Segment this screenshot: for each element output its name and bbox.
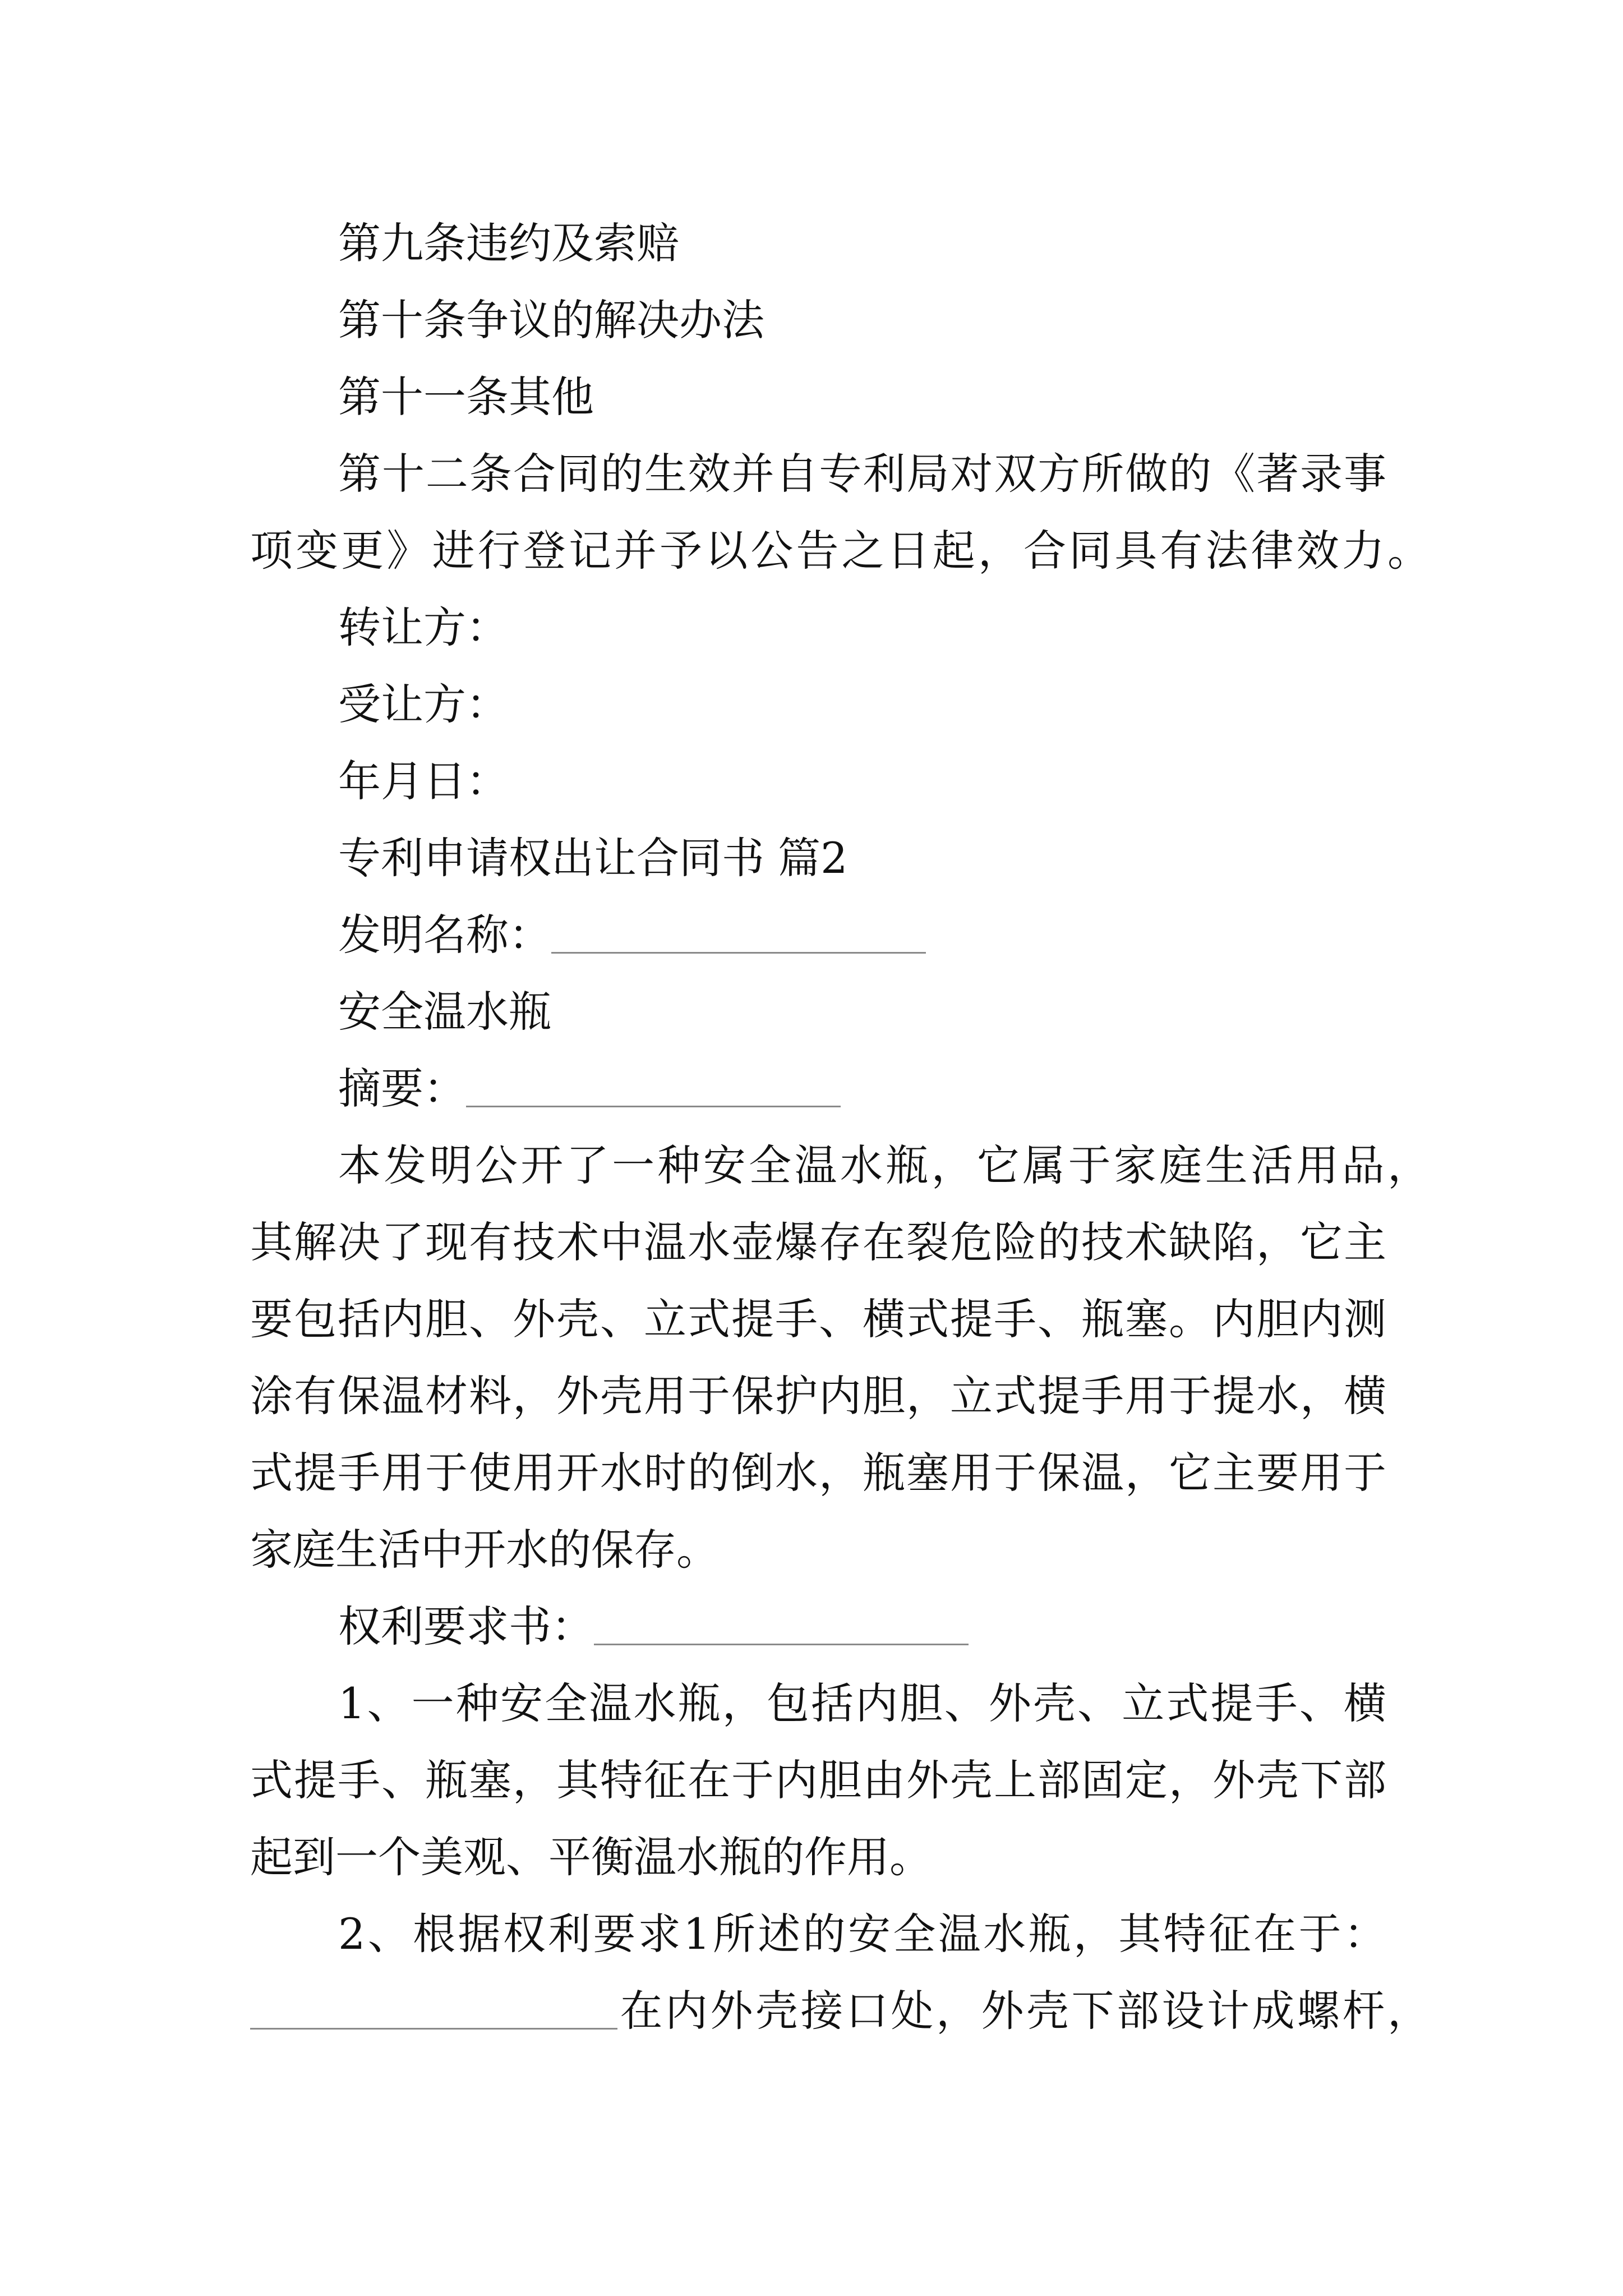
claim-2-line-2 [250, 1972, 1430, 2049]
abstract-line-5: 式提手用于使用开水时的倒水，瓶塞用于保温，它主要用于 [250, 1448, 1386, 1498]
transferor-signature-label: 转让方： [338, 602, 509, 652]
date-signature-label: 年月日： [338, 756, 509, 806]
abstract-line-6: 家庭生活中开水的保存。 [250, 1525, 719, 1575]
abstract-line-2: 其解决了现有技术中温水壶爆存在裂危险的技术缺陷，它主 [250, 1217, 1386, 1267]
invention-name-field [250, 896, 1386, 973]
clause-12-line-2: 项变更》进行登记并予以公告之日起，合同具有法律效力。 [250, 526, 1430, 576]
claim-2-text: 在内外壳接口处，外壳下部设计成螺杆， [617, 1986, 1430, 2036]
claim-2-line-1: 2、根据权利要求1所述的安全温水瓶，其特征在于： [338, 1909, 1386, 1959]
invention-name: 安全温水瓶 [338, 987, 551, 1037]
invention-name-label: 发明名称： [338, 910, 551, 960]
section-title: 专利申请权出让合同书 篇2 [338, 833, 848, 883]
abstract-line-1: 本发明公开了一种安全温水瓶，它属于家庭生活用品， [338, 1140, 1430, 1190]
claims-label: 权利要求书： [338, 1602, 594, 1651]
clause-9-heading: 第九条违约及索赔 [338, 218, 679, 268]
abstract-label: 摘要： [338, 1064, 466, 1114]
abstract-line-3: 要包括内胆、外壳、立式提手、横式提手、瓶塞。内胆内测 [250, 1294, 1386, 1344]
claim-1-line-2: 式提手、瓶塞，其特征在于内胆由外壳上部固定，外壳下部 [250, 1755, 1386, 1805]
claims-field [250, 1588, 1386, 1665]
claim-1-line-1: 1、一种安全温水瓶，包括内胆、外壳、立式提手、横 [338, 1678, 1386, 1728]
abstract-blank [466, 1071, 841, 1107]
transferee-signature-label: 受让方： [338, 679, 509, 729]
claim-1-line-3: 起到一个美观、平衡温水瓶的作用。 [250, 1832, 932, 1882]
abstract-field [250, 1050, 1386, 1127]
claims-blank [594, 1609, 969, 1645]
clause-10-heading: 第十条争议的解决办法 [338, 295, 764, 345]
abstract-line-4: 涂有保温材料，外壳用于保护内胆，立式提手用于提水，横 [250, 1371, 1386, 1421]
claim-2-blank [250, 1994, 617, 2030]
clause-11-heading: 第十一条其他 [338, 372, 594, 422]
invention-name-blank [551, 918, 926, 954]
clause-12-line-1: 第十二条合同的生效并自专利局对双方所做的《著录事 [338, 449, 1386, 499]
